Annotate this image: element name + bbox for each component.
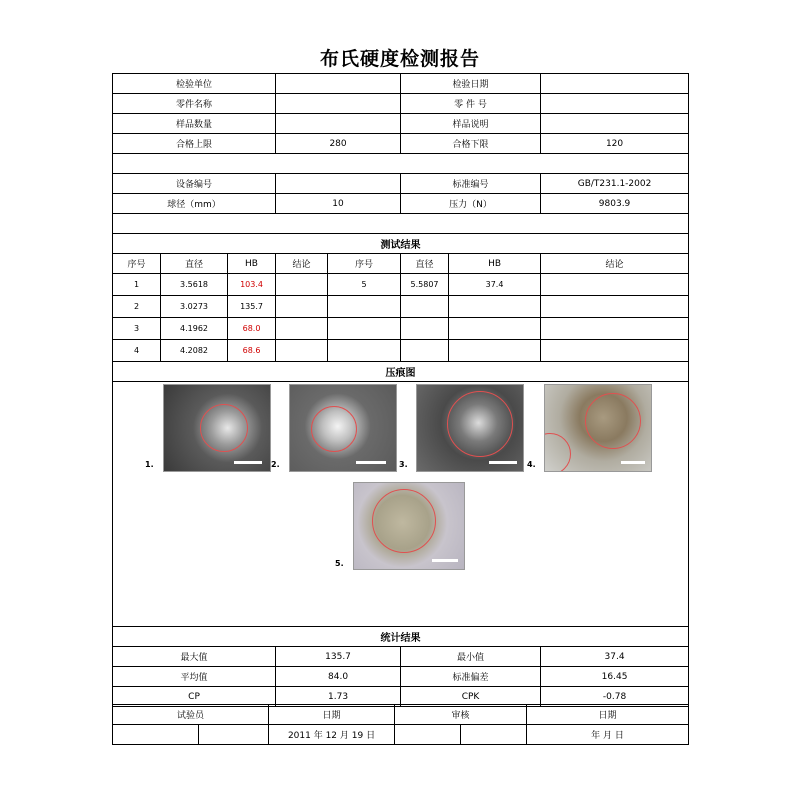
signature-table [112, 704, 689, 745]
device-field[interactable] [276, 174, 401, 194]
avg-value: 84.0 [276, 667, 401, 687]
cell-conclusion [541, 296, 689, 318]
photo-label-3: 3. [399, 460, 408, 469]
sample-qty-field[interactable] [276, 114, 401, 134]
unit-field[interactable] [276, 74, 401, 94]
col-header: 结论 [541, 254, 689, 274]
cell-conclusion [276, 340, 328, 362]
cell-hb: 68.0 [228, 318, 276, 340]
indent-images-cell [113, 382, 689, 627]
indent-photo-1[interactable] [163, 384, 271, 472]
reviewer-field-2[interactable] [461, 725, 527, 745]
device-label: 设备编号 [113, 174, 276, 194]
sign-date-label: 日期 [269, 705, 395, 725]
sample-qty-label: 样品数量 [113, 114, 276, 134]
cell-diameter[interactable]: 3.5618 [161, 274, 228, 296]
sign-date-value[interactable]: 2011 年 12 月 19 日 [269, 725, 395, 745]
scale-bar [432, 559, 458, 562]
cell-conclusion [276, 296, 328, 318]
part-no-label: 零 件 号 [401, 94, 541, 114]
min-value: 37.4 [541, 647, 689, 667]
results-header-row [113, 254, 689, 274]
table-row [113, 296, 689, 318]
cell-hb: 37.4 [449, 274, 541, 296]
tester-field[interactable] [113, 725, 199, 745]
sample-desc-field[interactable] [541, 114, 689, 134]
cell-conclusion [541, 274, 689, 296]
photo-label-4: 4. [527, 460, 536, 469]
lower-limit-label: 合格下限 [401, 134, 541, 154]
photo-label-2: 2. [271, 460, 280, 469]
part-name-label: 零件名称 [113, 94, 276, 114]
standard-label: 标准编号 [401, 174, 541, 194]
table-row [113, 318, 689, 340]
table-row [113, 340, 689, 362]
scale-bar [234, 461, 262, 464]
col-header: 直径 [401, 254, 449, 274]
cp-label: CP [113, 687, 276, 707]
max-label: 最大值 [113, 647, 276, 667]
cell-no: 2 [113, 296, 161, 318]
indent-ring [544, 433, 571, 472]
avg-label: 平均值 [113, 667, 276, 687]
cell-hb: 68.6 [228, 340, 276, 362]
cell-diameter[interactable] [401, 318, 449, 340]
cell-hb [449, 296, 541, 318]
min-label: 最小值 [401, 647, 541, 667]
indent-ring [200, 404, 248, 452]
cpk-value: -0.78 [541, 687, 689, 707]
tester-field-2[interactable] [199, 725, 269, 745]
lower-limit-value[interactable]: 120 [541, 134, 689, 154]
indent-photo-3[interactable] [416, 384, 524, 472]
sample-desc-label: 样品说明 [401, 114, 541, 134]
review-date-label: 日期 [527, 705, 689, 725]
cell-no: 4 [113, 340, 161, 362]
col-header: 结论 [276, 254, 328, 274]
unit-label: 检验单位 [113, 74, 276, 94]
cell-no: 3 [113, 318, 161, 340]
scale-bar [356, 461, 386, 464]
part-no-field[interactable] [541, 94, 689, 114]
upper-limit-value[interactable]: 280 [276, 134, 401, 154]
ball-value[interactable]: 10 [276, 194, 401, 214]
cell-hb [449, 318, 541, 340]
force-value[interactable]: 9803.9 [541, 194, 689, 214]
cell-diameter[interactable]: 4.2082 [161, 340, 228, 362]
std-label: 标准偏差 [401, 667, 541, 687]
cell-no: 1 [113, 274, 161, 296]
cell-conclusion [541, 318, 689, 340]
stats-heading: 统计结果 [113, 627, 689, 647]
indent-photo-5[interactable] [353, 482, 465, 570]
max-value: 135.7 [276, 647, 401, 667]
indent-heading: 压痕图 [113, 362, 689, 382]
col-header: 序号 [328, 254, 401, 274]
cell-hb [449, 340, 541, 362]
col-header: 直径 [161, 254, 228, 274]
table-row [113, 274, 689, 296]
cell-diameter[interactable]: 3.0273 [161, 296, 228, 318]
scale-bar [621, 461, 645, 464]
date-label: 检验日期 [401, 74, 541, 94]
cell-hb: 135.7 [228, 296, 276, 318]
force-label: 压力（N） [401, 194, 541, 214]
cpk-label: CPK [401, 687, 541, 707]
spacer-row [113, 214, 689, 234]
scale-bar [489, 461, 517, 464]
tester-label: 试验员 [113, 705, 269, 725]
cell-diameter[interactable]: 4.1962 [161, 318, 228, 340]
indent-photo-4[interactable] [544, 384, 652, 472]
indent-ring [372, 489, 436, 553]
report-table [112, 73, 689, 707]
photo-label-1: 1. [145, 460, 154, 469]
indent-ring [311, 406, 357, 452]
col-header: HB [449, 254, 541, 274]
cell-hb: 103.4 [228, 274, 276, 296]
cp-value: 1.73 [276, 687, 401, 707]
reviewer-label: 审核 [395, 705, 527, 725]
ball-label: 球径（mm） [113, 194, 276, 214]
upper-limit-label: 合格上限 [113, 134, 276, 154]
cell-no [328, 340, 401, 362]
results-heading: 测试结果 [113, 234, 689, 254]
indent-photo-2[interactable] [289, 384, 397, 472]
std-value: 16.45 [541, 667, 689, 687]
report-title: 布氏硬度检测报告 [319, 48, 480, 70]
standard-value[interactable]: GB/T231.1-2002 [541, 174, 689, 194]
review-date-value[interactable]: 年 月 日 [527, 725, 689, 745]
cell-no: 5 [328, 274, 401, 296]
col-header: HB [228, 254, 276, 274]
cell-no [328, 296, 401, 318]
cell-diameter[interactable] [401, 340, 449, 362]
photo-label-5: 5. [335, 559, 344, 568]
spacer-row [113, 154, 689, 174]
cell-diameter[interactable] [401, 296, 449, 318]
reviewer-field[interactable] [395, 725, 461, 745]
part-name-field[interactable] [276, 94, 401, 114]
cell-conclusion [276, 318, 328, 340]
indent-ring [585, 393, 641, 449]
indent-ring [447, 391, 513, 457]
cell-conclusion [541, 340, 689, 362]
col-header: 序号 [113, 254, 161, 274]
cell-diameter[interactable]: 5.5807 [401, 274, 449, 296]
cell-conclusion [276, 274, 328, 296]
cell-no [328, 318, 401, 340]
date-field[interactable] [541, 74, 689, 94]
